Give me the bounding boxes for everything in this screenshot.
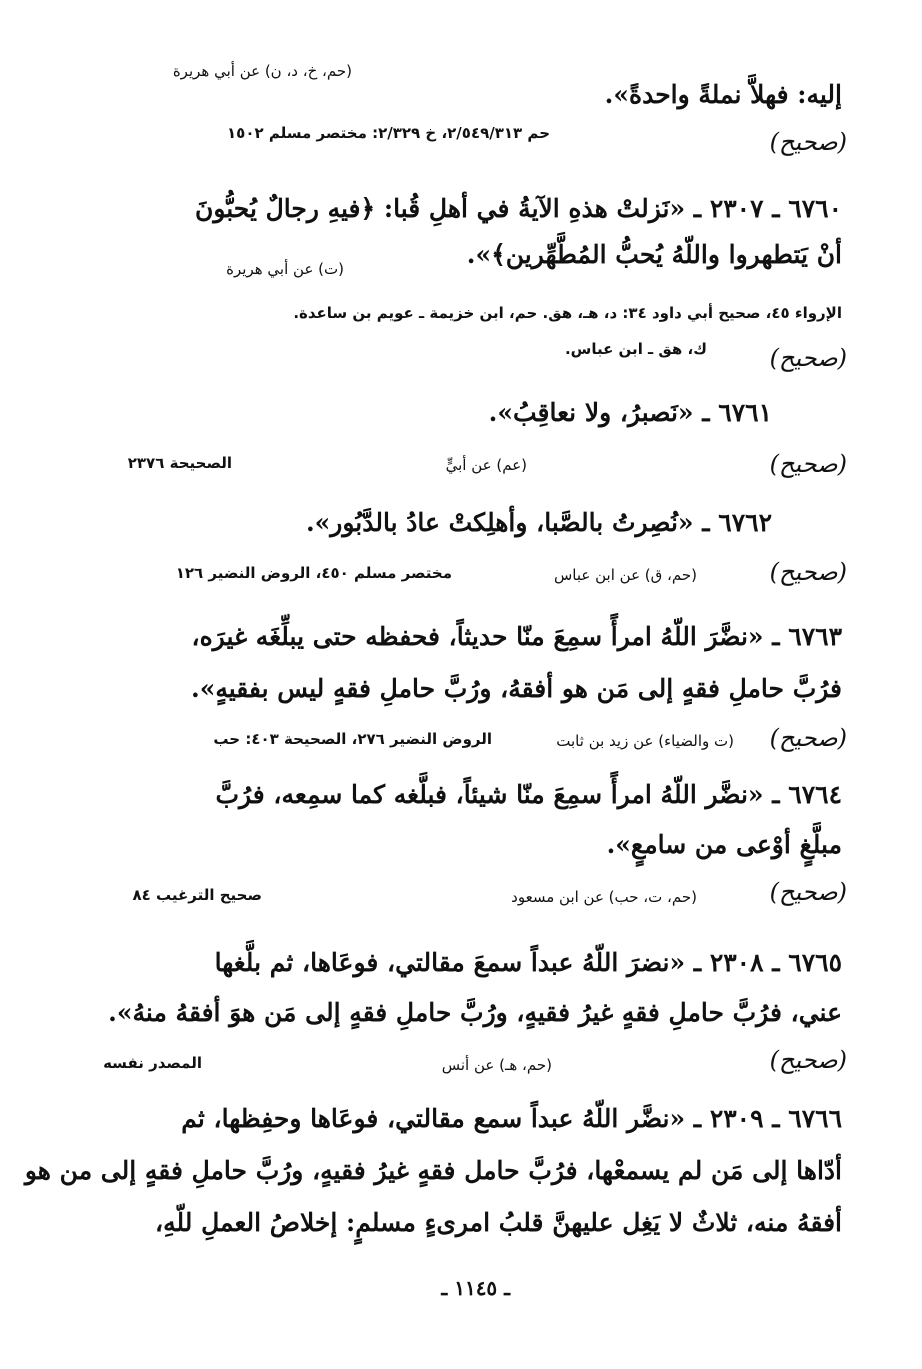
source-line: (حم، خ، د، ن) عن أبي هريرة: [172, 62, 352, 80]
grade-label: ( صحيح ): [770, 558, 847, 586]
hadith-6760-line-1: ٦٧٦٠ ـ ٢٣٠٧ ـ «نَزلتْ هذهِ الآيةُ في أهلِ قُبا: ﴿فيهِ رجالٌ يُحبُّونَ: [194, 194, 842, 223]
source-line: (ت) عن أبي هريرة: [226, 260, 344, 278]
grade-label: ( صحيح ): [770, 344, 847, 372]
grade-label: ( صحيح ): [770, 450, 847, 478]
reference-line: حم ٢/٥٤٩/٣١٣، خ ٢/٣٢٩: مختصر مسلم ١٥٠٢: [227, 124, 550, 142]
source-line: (حم، ق) عن ابن عباس: [554, 566, 697, 584]
hadith-6762-text: ٦٧٦٢ ـ «نُصِرتُ بالصَّبا، وأهلِكتْ عادُ بالدَّبُور».: [305, 508, 772, 537]
hadith-6765-line-2: عني، فرُبَّ حاملِ فقهٍ غيرُ فقيهٍ، ورُبَّ حاملِ فقهٍ إلى مَن هوَ أفقهُ منهُ».: [108, 998, 842, 1027]
reference-line: ك، هق ـ ابن عباس.: [564, 340, 707, 358]
grade-label: ( صحيح ): [770, 724, 847, 752]
source-line: (حم، ت، حب) عن ابن مسعود: [511, 888, 697, 906]
reference-line: صحيح الترغيب ٨٤: [132, 886, 262, 904]
reference-line: الروض النضير ٢٧٦، الصحيحة ٤٠٣: حب: [213, 730, 492, 748]
source-line: (عم) عن أبيٍّ: [445, 456, 527, 474]
reference-line: مختصر مسلم ٤٥٠، الروض النضير ١٢٦: [175, 564, 452, 582]
reference-line: الصحيحة ٢٣٧٦: [127, 454, 232, 472]
grade-label: ( صحيح ): [770, 128, 847, 156]
hadith-6760-line-2: أنْ يَتطهروا واللّهُ يُحبُّ المُطَّهِّرين﴾».: [466, 240, 842, 269]
hadith-6763-line-2: فرُبَّ حاملِ فقهٍ إلى مَن هو أفقهُ، ورُبَّ حاملِ فقهٍ ليس بفقيهٍ».: [191, 674, 842, 703]
hadith-6766-line-2: أدّاها إلى مَن لم يسمعْها، فرُبَّ حامل فقهٍ غيرُ فقيهٍ، ورُبَّ حاملِ فقهٍ إلى من هو: [24, 1156, 842, 1185]
hadith-6766-line-3: أفقهُ منه، ثلاثٌ لا يَغِل عليهنَّ قلبُ امرىءٍ مسلمٍ: إخلاصُ العملِ للّهِ،: [155, 1208, 842, 1237]
hadith-6764-line-1: ٦٧٦٤ ـ «نضَّر اللّهُ امرأً سمِعَ منّا شيئاً، فبلَّغه كما سمِعه، فرُبَّ: [215, 780, 842, 809]
grade-label: ( صحيح ): [770, 878, 847, 906]
grade-label: ( صحيح ): [770, 1046, 847, 1074]
hadith-6761-text: ٦٧٦١ ـ «نَصبرُ، ولا نعاقِبُ».: [488, 398, 772, 427]
page-number: ـ ١١٤٥ ـ: [441, 1276, 510, 1300]
reference-line: الإرواء ٤٥، صحيح أبي داود ٣٤: د، هـ، هق. حم، ابن خزيمة ـ عويم بن ساعدة.: [293, 304, 842, 322]
source-line: (حم، هـ) عن أنس: [441, 1056, 552, 1074]
hadith-6765-line-1: ٦٧٦٥ ـ ٢٣٠٨ ـ «نضرَ اللّهُ عبداً سمعَ مقالتي، فوعَاها، ثم بلَّغها: [214, 948, 842, 977]
hadith-text-line: إليه: فهلاَّ نملةً واحدةً».: [604, 80, 842, 109]
hadith-6763-line-1: ٦٧٦٣ ـ «نضَّرَ اللّهُ امرأً سمِعَ منّا حديثاً، فحفظه حتى يبلِّغَه غيرَه،: [191, 622, 842, 651]
hadith-6764-line-2: مبلَّغٍ أوْعى من سامعٍ».: [606, 830, 842, 859]
hadith-6766-line-1: ٦٧٦٦ ـ ٢٣٠٩ ـ «نضَّر اللّهُ عبداً سمع مقالتي، فوعَاها وحفِظها، ثم: [181, 1104, 842, 1133]
reference-line: المصدر نفسه: [103, 1054, 202, 1072]
source-line: (ت والضياء) عن زيد بن ثابت: [556, 732, 734, 750]
